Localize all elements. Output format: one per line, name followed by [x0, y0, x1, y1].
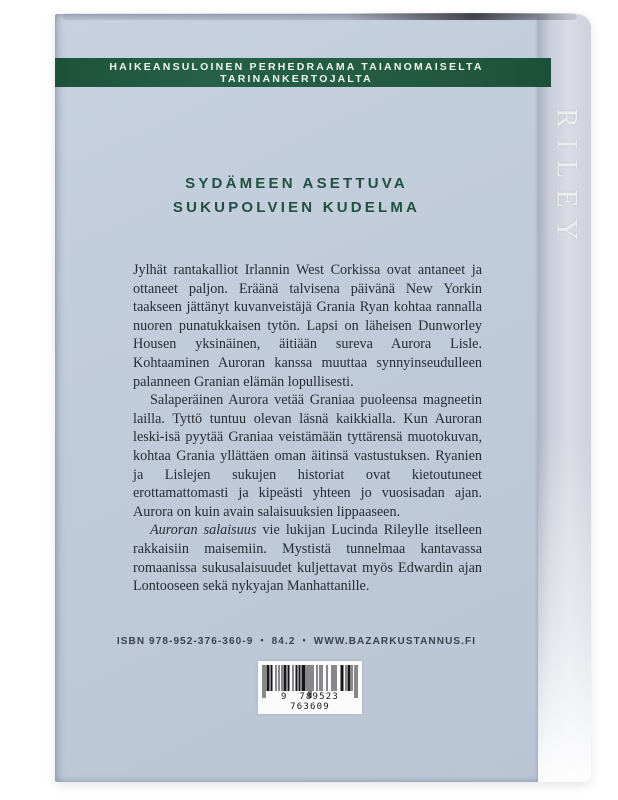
headline-line-1: SYDÄMEEN ASETTUVA — [185, 175, 408, 192]
tagline-banner — [55, 58, 551, 87]
classification-code: 84.2 — [271, 636, 296, 647]
separator-dot: • — [260, 635, 265, 645]
book-spine — [538, 14, 591, 782]
publisher-website: WWW.BAZARKUSTANNUS.FI — [313, 636, 477, 647]
synopsis-paragraph-3 — [133, 521, 482, 595]
tagline-text: HAIKEANSULOINEN PERHEDRAAMA TAIANOMAISELTA TARINANKERTOJALTA — [109, 60, 484, 85]
synopsis-paragraph-1: Jylhät rantakalliot Irlannin West Corkissa ovat antaneet ja ottaneet paljon. Eräänä talvisena päivänä New Yorkin taakseen jättänyt kuvanveistäjä Grania Ryan kohtaa rannalla nuoren punatukkaisen tytön. Lapsi on läheisen Dunworley Housen yksinäinen, äitiään sureva Aurora Lisle. Kohtaaminen Auroran kanssa muuttaa synnyinseudulleen palanneen Granian elämän lopullisesti. — [133, 262, 482, 390]
isbn-row — [55, 636, 538, 647]
book-title-italic: Auroran salaisuus — [150, 522, 257, 539]
isbn-text: ISBN 978-952-376-360-9 — [116, 636, 254, 647]
separator-dot: • — [302, 635, 307, 645]
synopsis-paragraph-2: Salaperäinen Aurora vetää Graniaa puoleensa magneetin lailla. Tyttö tuntuu olevan läsnä kaikkialla. Kun Auroran leski-isä pyytää Graniaa veistämään tyttärensä muotokuvan, kohtaa Grania yllättäen oman äitinsä vastustuksen. Ryanien ja Lislejen sukujen historiat ovat kietoutuneet erottamattomasti ja kipeästi yhteen jo vuosisadan ajan. Aurora on kuin avain salaisuuksien lippaaseen. — [133, 392, 482, 520]
headline-line-2: SUKUPOLVIEN KUDELMA — [172, 199, 421, 216]
book-top-edge — [63, 13, 577, 20]
headline — [55, 172, 538, 220]
spine-author-text: RILEY — [550, 108, 584, 252]
book-back-cover — [55, 14, 591, 782]
barcode-digits: 9 789523 763609 — [281, 692, 339, 712]
barcode — [258, 661, 362, 714]
synopsis — [133, 261, 482, 596]
synopsis-paragraph-3-rest: vie lukijan Lucinda Rileylle itselleen rakkaisiin maisemiin. Mystistä tunnelmaa kantavassa romaanissa sukusalaisuudet kuljettavat myös Edwardin ajan Lontooseen sekä nykyajan Manhattanille. — [133, 522, 482, 595]
